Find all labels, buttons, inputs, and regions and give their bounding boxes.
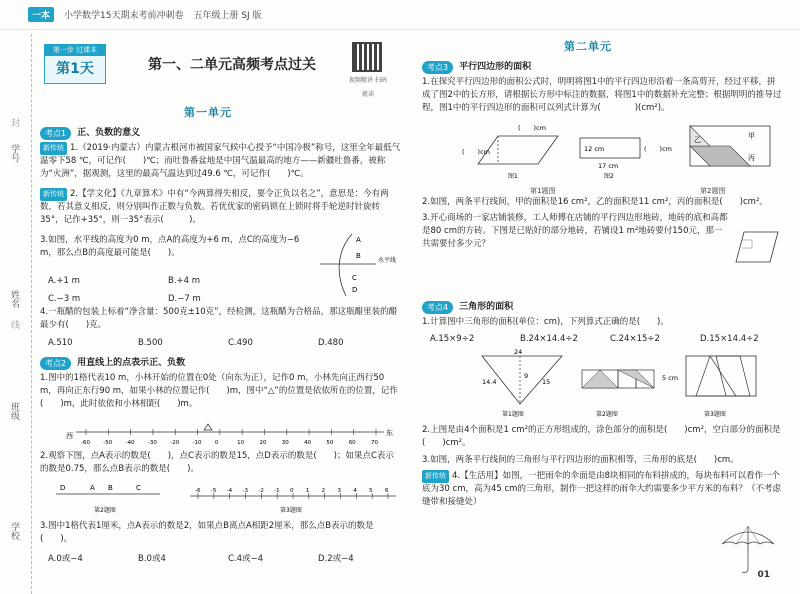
question-text: 4.【生活用】如图，一把雨伞的伞面是由8块相同的布料拼成的，每块布料可以看作一个底为30 cm，高为45 cm的三角形，制作一把这样的雨伞大约需要多少平方米的布料？（不考虑缝带和接缝处） [422,471,781,507]
question-3-1 [422,76,784,115]
options-1-4 [48,336,406,350]
point-label-c: C [352,274,357,282]
tri-label-right: 15 [542,378,551,386]
point-label-a: A [356,236,361,244]
tile-diagram [732,226,784,270]
question-text: 1.图中的1格代表10 m，小林开始的位置在0处（向东为正），记作0 m，小林先向正西行50 m，再向正东行90 m，如果小林的位置记作( )m，图中“△”的位置是依依所在的位置，记作( )m，此时依依和小林相距( )m。 [40,373,398,409]
binder-label-school: 学校 [9,522,19,540]
tick-label: 0 [290,488,294,494]
tick-label: -20 [170,440,180,446]
page-number: 01 [757,570,770,580]
options-4-1 [430,332,788,346]
binder-label-student-no: 学号 [9,144,19,162]
section-title: 用直线上的点表示正、负数 [77,358,186,368]
question-1-1 [40,142,402,181]
tick-label: -2 [258,488,264,494]
question-text: 3.如图，两条平行线间的三角形与平行四边形的面积相等，三角形的底是( )cm。 [422,455,739,465]
question-4-3 [422,454,784,467]
tick-label: 20 [259,440,267,446]
option-d[interactable]: D.15×14.4÷2 [700,334,759,344]
tick-label: 10 [237,440,245,446]
section-title: 三角形的面积 [459,302,514,312]
section-tag: 考点3 [422,61,453,74]
question-4-1 [422,316,784,329]
tick-label: 40 [304,440,312,446]
tri-label-h: 9 [524,372,529,380]
binder-label-class: 班级 [9,402,19,420]
label-jia: 甲 [748,132,755,140]
fig2-caption: 图2 [604,173,614,180]
question-3-2 [422,196,784,209]
tick-label: 30 [281,440,289,446]
binding-margin [0,34,32,594]
question-text: 2.【学文化】《九章算术》中有“今两算得失相反，要令正负以名之”，意思是：今有两数，若其意义相反，则分别叫作正数与负数。若优优家的密码锁在上锁时将手轮逆时针旋转35°，记作+35°，则一35°表示( )。 [40,189,389,225]
tick-label: 50 [326,440,334,446]
tick-label: 3 [337,488,341,494]
option-a[interactable]: A.15×9÷2 [430,334,475,344]
tick-label: -50 [103,440,113,446]
brand-logo: 一本 [28,7,54,22]
options-2-3 [48,552,406,566]
fig-caption-2: 第2题图 [596,411,618,418]
question-2-3 [40,520,402,546]
page-title: 第一、二单元高频考点过关 [148,57,316,73]
tick-label: 0 [214,440,219,446]
tick-label: 70 [371,440,378,446]
option-b[interactable]: B.0或4 [138,554,166,564]
section-tag: 考点1 [40,127,71,140]
fig1-caption: 图1 [508,173,518,180]
series-title: 小学数学15天期末考前冲刺卷 [64,11,184,21]
option-c[interactable]: C.4或−4 [228,554,264,564]
section-k4 [422,300,513,314]
question-badge: 新传统 [40,188,67,201]
section-k3 [422,60,531,74]
tick-label: 4 [353,488,357,494]
tick-label: 2 [321,488,326,494]
question-4-2 [422,424,784,450]
height-diagram [316,232,400,298]
option-b[interactable]: B.500 [138,338,163,348]
question-text: 2.如图，两条平行线间，甲的面积是16 cm²，乙的面积是11 cm²，丙的面积是( )cm²。 [422,197,768,207]
point-b: B [108,484,113,492]
options-1-3 [48,274,288,306]
section-tag: 考点2 [40,357,71,370]
umbrella-icon [718,520,778,576]
header-bar [0,0,800,30]
section-k2 [40,356,185,370]
point-label-b: B [356,252,361,260]
question-2-1 [40,372,402,411]
caption-fig2: 第2题图 [94,507,116,514]
east-label: 东 [386,429,393,437]
point-d: D [60,484,66,492]
binder-seal: 封 [9,118,19,127]
tick-label: -4 [226,488,233,494]
label-bing: 丙 [748,154,755,162]
right-column [418,38,788,588]
question-badge: 新传统 [422,470,449,483]
question-text: 3.图中1格代表1厘米，点A表示的数是2，如果点B离点A相距2厘米，那么点B表示的数是( )。 [40,521,374,544]
question-text: 3.如图，水平线的高度为0 m，点A的高度为+6 m，点C的高度为−6 m，那么点B的高度最可能是( )。 [40,235,300,258]
question-3-3 [422,212,728,251]
tick-label: 60 [348,440,356,446]
tick-label: -1 [274,488,280,494]
five-cm-label: 5 cm [662,374,679,382]
point-a: A [90,484,95,492]
triangle-marker-icon [204,424,212,430]
fig-caption-1: 第1题图 [502,411,524,418]
option-d[interactable]: D.−7 m [168,294,201,304]
tick-label: -5 [210,488,217,494]
question-text: 4.一瓶醋的包装上标着“净含量：500克±10克”，经检测，这瓶醋为合格品，那这瓶醋里装的醋最少有( )克。 [40,307,398,330]
tri-label-top: 24 [514,348,523,356]
number-line-east-west [66,422,406,448]
fig-caption-3: 第3题图 [704,411,726,418]
option-c[interactable]: C.24×15÷2 [610,334,660,344]
caption-fig3: 第3题图 [280,507,302,514]
day-step: 第一步 过课本 [45,45,105,56]
question-badge: 新传统 [40,142,67,155]
option-d[interactable]: D.480 [318,338,344,348]
question-text: 2.观察下图，点A表示的数是( )，点C表示的数是15，点D表示的数是( )；如果点C表示的数是0.75，那么点B表示的数是( )。 [40,451,394,474]
option-a[interactable]: A.+1 m [48,276,80,286]
caption-q2: 第2题图 [700,187,726,195]
option-b[interactable]: B.24×14.4÷2 [520,334,578,344]
grade-label: 五年级上册 SJ 版 [193,11,262,21]
binder-line: 线 [9,320,19,329]
option-a[interactable]: A.0或−4 [48,554,83,564]
point-c: C [136,484,141,492]
number-lines-fig [50,484,402,516]
section-tag: 考点4 [422,301,453,314]
tick-label: -10 [192,440,202,446]
day-number: 第1天 [56,61,94,77]
question-1-3 [40,234,316,260]
binder-label-name: 姓名 [9,290,19,308]
qr-code-icon[interactable] [352,42,382,72]
question-text: 2.上图是由4个面积是1 cm²的正方形组成的，涂色部分的面积是( )cm²，空白部分的面积是( )cm²。 [422,425,781,448]
tick-label: -60 [81,440,90,446]
option-a[interactable]: A.510 [48,338,73,348]
question-2-2 [40,450,402,476]
option-d[interactable]: D.2或−4 [318,554,354,564]
question-text: 3.开心商场的一家店铺装修，工人师傅在店铺的平行四边形地砖，地砖的底和高都是80 cm的方砖。下图是已贴好的部分地砖，若铺设1 m²地砖要付150元，那一共需要付多少元？ [422,213,728,249]
triangle-figures [442,348,772,420]
option-b[interactable]: B.+4 m [168,276,201,286]
question-text: 1.计算图中三角形的面积(单位：cm)，下列算式正确的是( )。 [422,317,669,327]
question-text: 1.在探究平行四边形的面积公式时，明明将图1中的平行四边形沿着一条高剪开，经过平移，拼成了图2中的长方形，请根据长方形中标注的数据，将图1中的数据补充完整；根据明明的推导过程，图1中的平行四边形的面积可以列式计算为( )(cm²)。 [422,77,782,113]
point-label-d: D [352,286,358,294]
label-yi: 乙 [694,136,701,144]
question-1-4 [40,306,402,332]
tri-label-left: 14.4 [482,378,497,386]
question-text: 1.（2019·内蒙古）内蒙古根河市被国家气候中心授予“中国冷极”称号，这里全年最低气温零下58 ℃，可记作( )℃；而吐鲁番盆地是中国气温最高的地方——新疆吐鲁番，被称为“火洲”，据观测，这里的最高气温达到过49.6 ℃，可记作( )℃。 [40,143,401,179]
caption-q1: 第1题图 [530,187,556,195]
tick-label: 6 [385,488,389,494]
tick-label: 5 [369,488,373,494]
west-label: 西 [66,432,73,440]
unit-2-heading: 第二单元 [564,40,612,53]
tick-label: -40 [125,440,135,446]
option-c[interactable]: C.490 [228,338,253,348]
day-tag [44,44,106,84]
shaded-triangle [582,370,618,388]
fig2-label-length: 17 cm [598,162,619,170]
tick-label: -6 [195,488,201,494]
tick-label: -30 [147,440,157,446]
section-k1 [40,126,140,140]
horizon-label: 水平线 [378,257,397,264]
fig1-label-left: ( )cm [462,148,490,156]
qr-caption: 视频精讲 扫码就读 [349,77,387,98]
tick-label: -3 [242,488,248,494]
section-title: 正、负数的意义 [77,128,141,138]
question-1-2 [40,188,402,227]
unit-1-heading: 第一单元 [184,106,232,119]
question-4-4 [422,470,784,509]
parallelogram-figures [458,120,778,182]
tick-label: 1 [305,488,310,494]
option-c[interactable]: C.−3 m [48,294,81,304]
fig2-label-width: 12 cm [584,145,605,153]
section-title: 平行四边形的面积 [459,62,532,72]
fig2-label-height: ( )cm [644,145,672,153]
fig1-label-top: ( )cm [518,124,546,132]
left-column [36,38,406,588]
